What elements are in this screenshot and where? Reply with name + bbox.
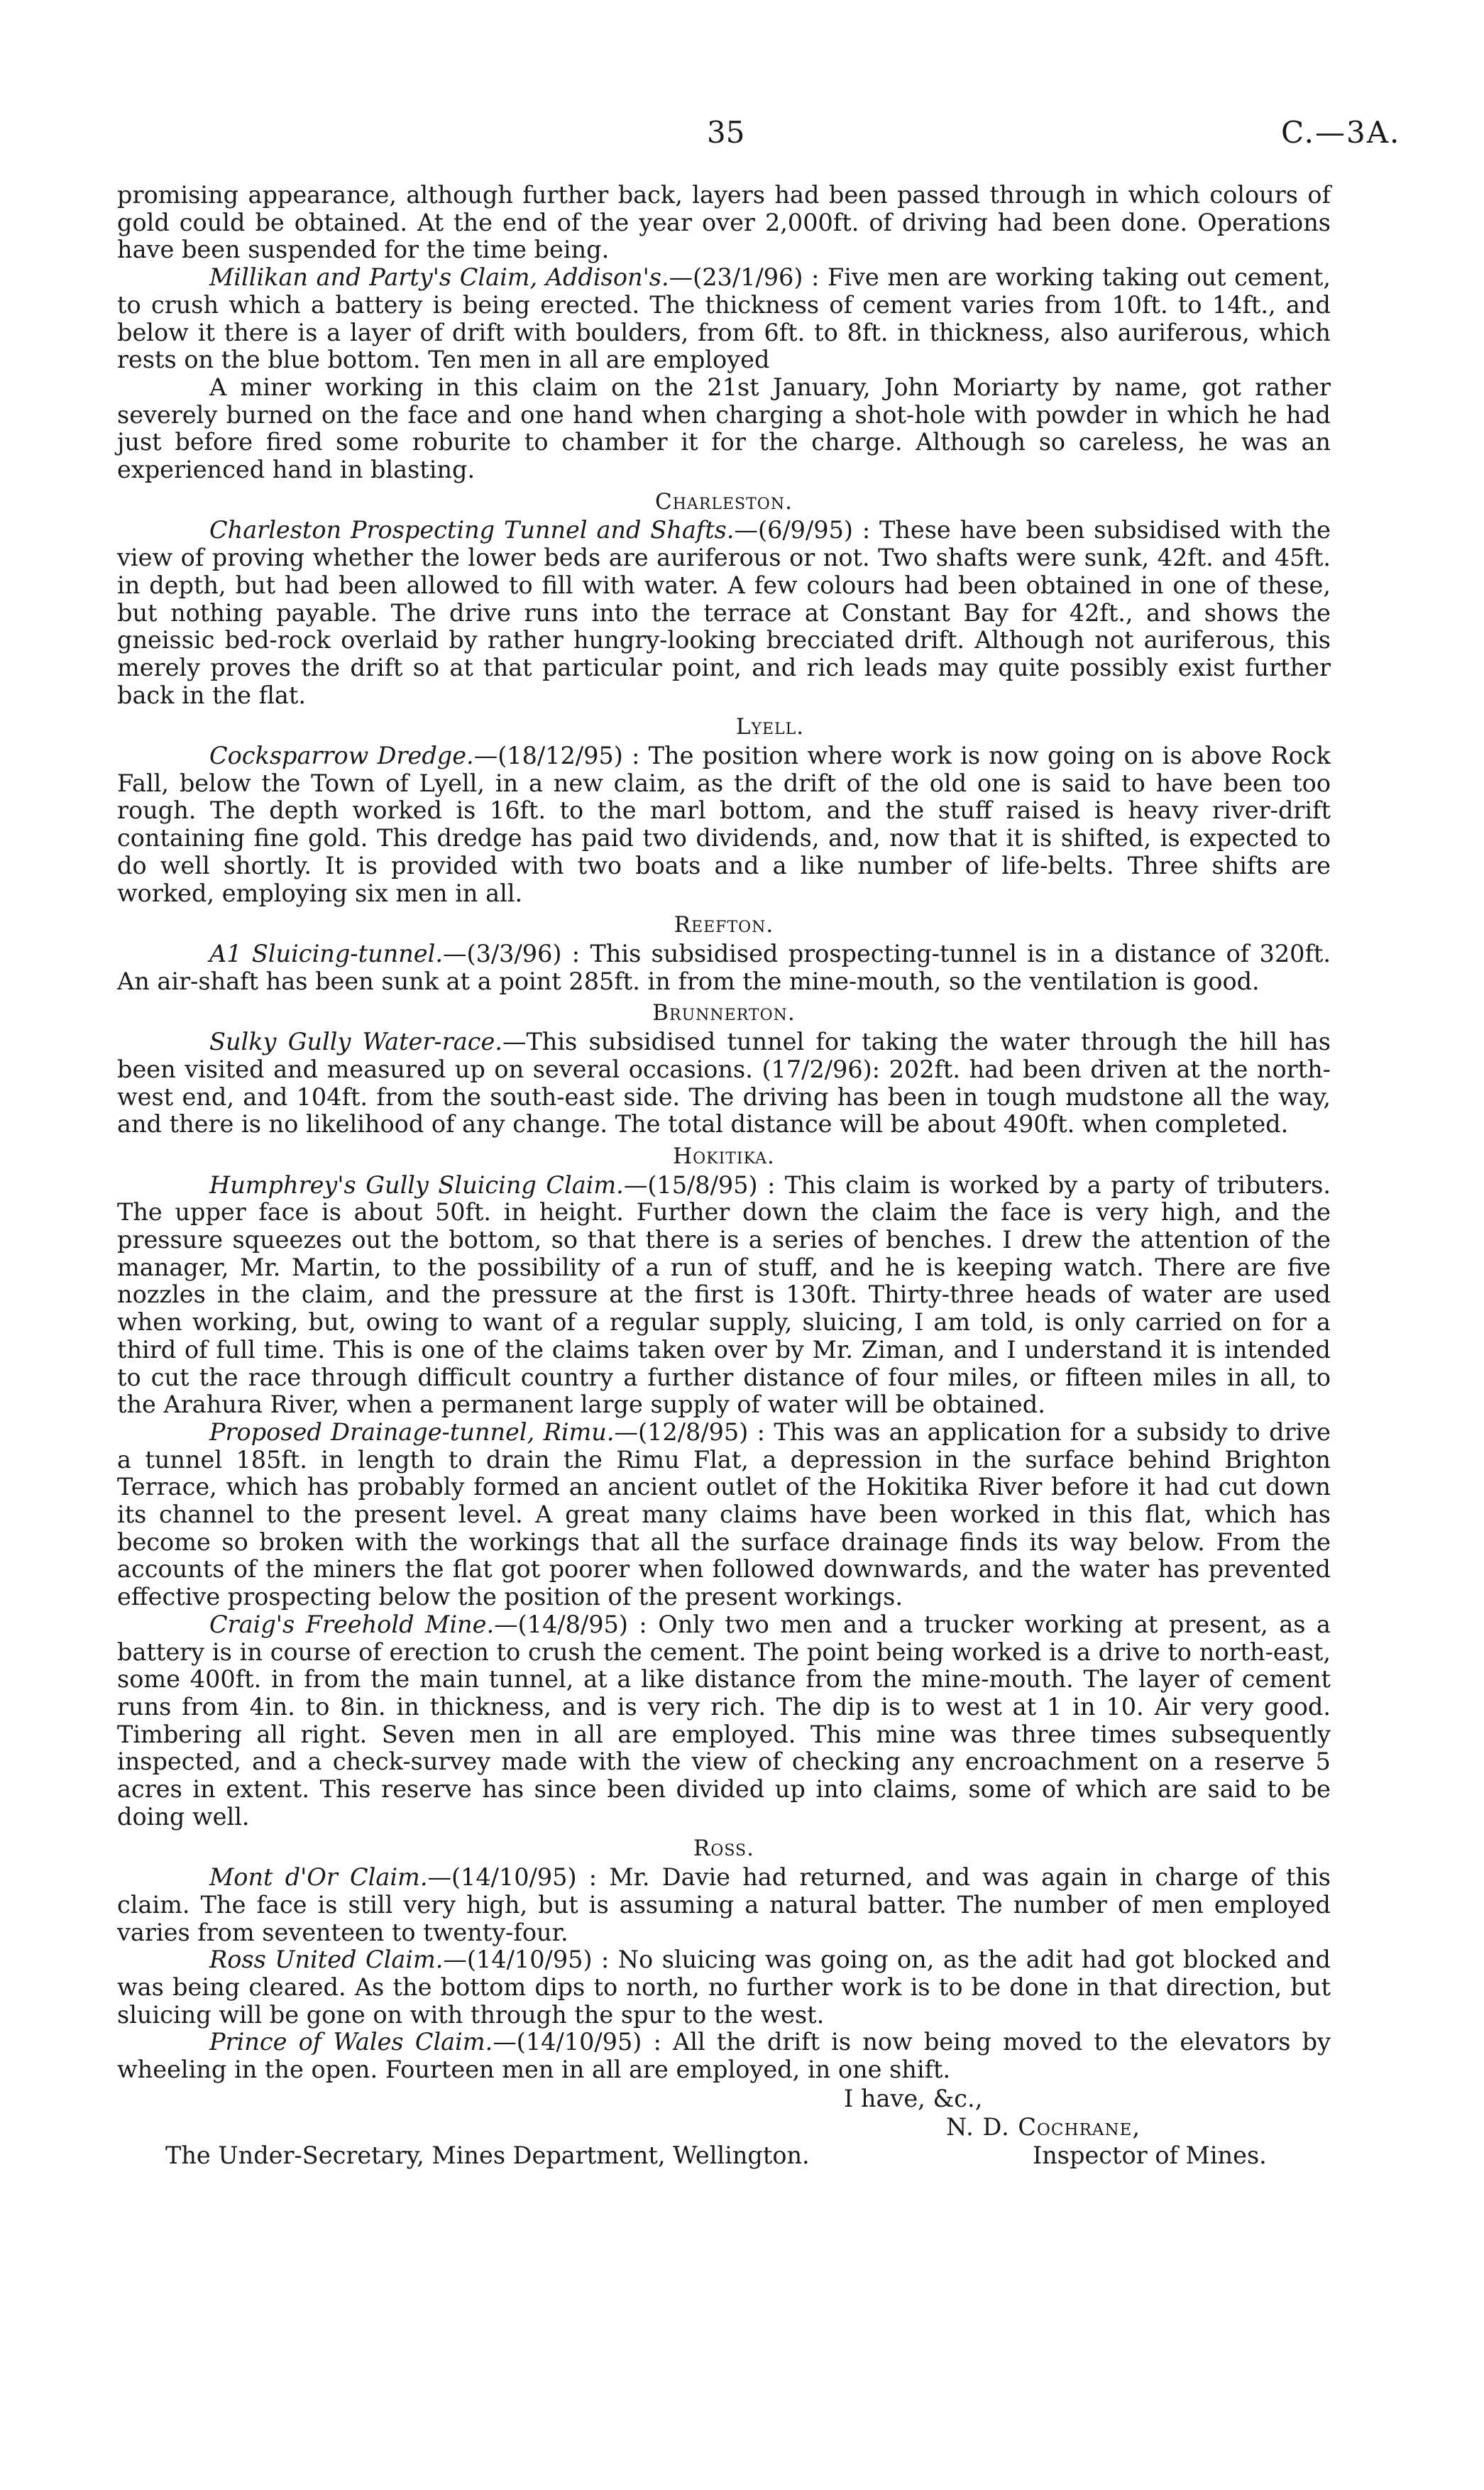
document-series: C.—3A. — [1281, 115, 1401, 150]
signatory-name: N. D. Cochrane, — [946, 2112, 1141, 2141]
document-body — [117, 182, 1331, 2199]
paragraph: Cocksparrow Dredge.—(18/12/95) : The position where work is now going on is above Rock Fall, below the Town of Lyell, in a new claim, as the drift of the old one is said to have been too rough. The depth worked is 16ft. to the marl bottom, and the stuff raised is heavy river-drift containing fine gold. This dredge has paid two dividends, and, now that it is shifted, is expected to do well shortly. It is provided with two boats and a like number of life-belts. Three shifts are worked, employing six men in all. — [117, 742, 1331, 907]
claim-title: A1 Sluicing-tunnel. — [209, 939, 443, 967]
claim-title: Prince of Wales Claim. — [209, 2028, 493, 2056]
claim-title: Mont d'Or Claim. — [209, 1863, 428, 1892]
paragraph: Sulky Gully Water-race.—This subsidised tunnel for taking the water through the hill has been visited and measured up on several occasions. (17/2/96): 202ft. had been driven at the north-west end, and 104ft. from the south-east side. The driving has been in tough mudstone all the way, and there is no likelihood of any change. The total distance will be about 490ft. when completed. — [117, 1028, 1331, 1139]
closing-line: I have, &c., — [844, 2084, 983, 2112]
paragraph: Charleston Prospecting Tunnel and Shafts.—(6/9/95) : These have been subsidised with the view of proving whether the lower beds are auriferous or not. Two shafts were sunk, 42ft. and 45ft. in depth, but had been allowed to fill with water. A few colours had been obtained in one of these, but nothing payable. The drive runs into the terrace at Constant Bay for 42ft., and shows the gneissic bed-rock overlaid by rather hungry-looking brecciated drift. Although not auriferous, this merely proves the drift so at that particular point, and rich leads may quite possibly exist further back in the flat. — [117, 516, 1331, 709]
claim-title: Millikan and Party's Claim, Addison's. — [209, 263, 669, 292]
section-heading: Ross. — [693, 1836, 754, 1862]
paragraph: A miner working in this claim on the 21st January, John Moriarty by name, got rather severely burned on the face and one hand when charging a shot-hole with powder in which he had just before fired some roburite to chamber it for the charge. Although so careless, he was an experienced hand in blasting. — [117, 373, 1331, 484]
section-heading: Lyell. — [735, 714, 805, 740]
claim-title: Humphrey's Gully Sluicing Claim. — [209, 1170, 624, 1199]
paragraph: A1 Sluicing-tunnel.—(3/3/96) : This subsidised prospecting-tunnel is in a distance of 320ft. An air-shaft has been sunk at a point 285ft. in from the mine-mouth, so the ventilation is good. — [117, 939, 1331, 995]
section-heading: Brunnerton. — [652, 1000, 796, 1026]
claim-title: Proposed Drainage-tunnel, Rimu. — [209, 1417, 615, 1446]
paragraph: Prince of Wales Claim.—(14/10/95) : All the drift is now being moved to the elevators by wheeling in the open. Fourteen men in all are employed, in one shift. — [117, 2028, 1331, 2084]
paragraph: Millikan and Party's Claim, Addison's.—(23/1/96) : Five men are working taking out cement, to crush which a battery is being erected. The thickness of cement varies from 10ft. to 14ft., and below it there is a layer of drift with boulders, from 6ft. to 8ft. in thickness, also auriferous, which rests on the blue bottom. Ten men in all are employed — [117, 263, 1331, 374]
paragraph: Humphrey's Gully Sluicing Claim.—(15/8/95) : This claim is worked by a party of tributers. The upper face is about 50ft. in height. Further down the claim the face is very high, and the pressure squeezes out the bottom, so that there is a series of benches. I drew the attention of the manager, Mr. Martin, to the possibility of a run of stuff, and he is keeping watch. There are five nozzles in the claim, and the pressure at the first is 130ft. Thirty-three heads of water are used when working, but, owing to want of a regular supply, sluicing, I am told, is only carried on for a third of full time. This is one of the claims taken over by Mr. Ziman, and I understand it is intended to cut the race through difficult country a further distance of four miles, or fifteen miles in all, to the Arahura River, when a permanent large supply of water will be obtained. — [117, 1170, 1331, 1419]
section-heading: Reefton. — [674, 912, 774, 938]
page-header — [0, 115, 1484, 158]
paragraph: promising appearance, although further back, layers had been passed through in which colours of gold could be obtained. At the end of the year over 2,000ft. of driving had been done. Operations have been suspended for the time being. — [117, 181, 1331, 264]
claim-title: Cocksparrow Dredge. — [209, 742, 474, 770]
page-number: 35 — [707, 115, 745, 150]
claim-title: Ross United Claim. — [209, 1946, 444, 1974]
paragraph: Proposed Drainage-tunnel, Rimu.—(12/8/95) : This was an application for a subsidy to drive a tunnel 185ft. in length to drain the Rimu Flat, a depression in the surface behind Brighton Terrace, which has probably formed an ancient outlet of the Hokitika River before it had cut down its channel to the present level. A great many claims have been worked in this flat, which has become so broken with the workings that all the surface drainage finds its way below. From the accounts of the miners the flat got poorer when followed downwards, and the water has prevented effective prospecting below the position of the present workings. — [117, 1417, 1331, 1611]
signature-block — [117, 2085, 1331, 2199]
paragraph: Craig's Freehold Mine.—(14/8/95) : Only two men and a trucker working at present, as a battery is in course of erection to crush the cement. The point being worked is a drive to north-east, some 400ft. in from the main tunnel, at a like distance from the mine-mouth. The layer of cement runs from 4in. to 8in. in thickness, and is very rich. The dip is to west at 1 in 10. Air very good. Timbering all right. Seven men in all are employed. This mine was three times subsequently inspected, and a check-survey made with the view of checking any encroachment on a reserve 5 acres in extent. This reserve has since been divided up into claims, some of which are said to be doing well. — [117, 1610, 1331, 1831]
addressee: The Under-Secretary, Mines Department, Wellington. — [165, 2141, 810, 2169]
claim-title: Sulky Gully Water-race. — [209, 1028, 502, 1056]
section-heading: Charleston. — [655, 488, 793, 515]
claim-title: Craig's Freehold Mine. — [209, 1610, 495, 1638]
signatory-title: Inspector of Mines. — [1033, 2141, 1267, 2169]
paragraph: Mont d'Or Claim.—(14/10/95) : Mr. Davie had returned, and was again in charge of this claim. The face is still very high, but is assuming a natural batter. The number of men employed varies from seventeen to twenty-four. — [117, 1863, 1331, 1946]
claim-title: Charleston Prospecting Tunnel and Shafts. — [209, 516, 735, 544]
paragraph: Ross United Claim.—(14/10/95) : No sluicing was going on, as the adit had got blocked and was being cleared. As the bottom dips to north, no further work is to be done in that direction, but sluicing will be gone on with through the spur to the west. — [117, 1946, 1331, 2029]
section-heading: Hokitika. — [673, 1143, 775, 1169]
